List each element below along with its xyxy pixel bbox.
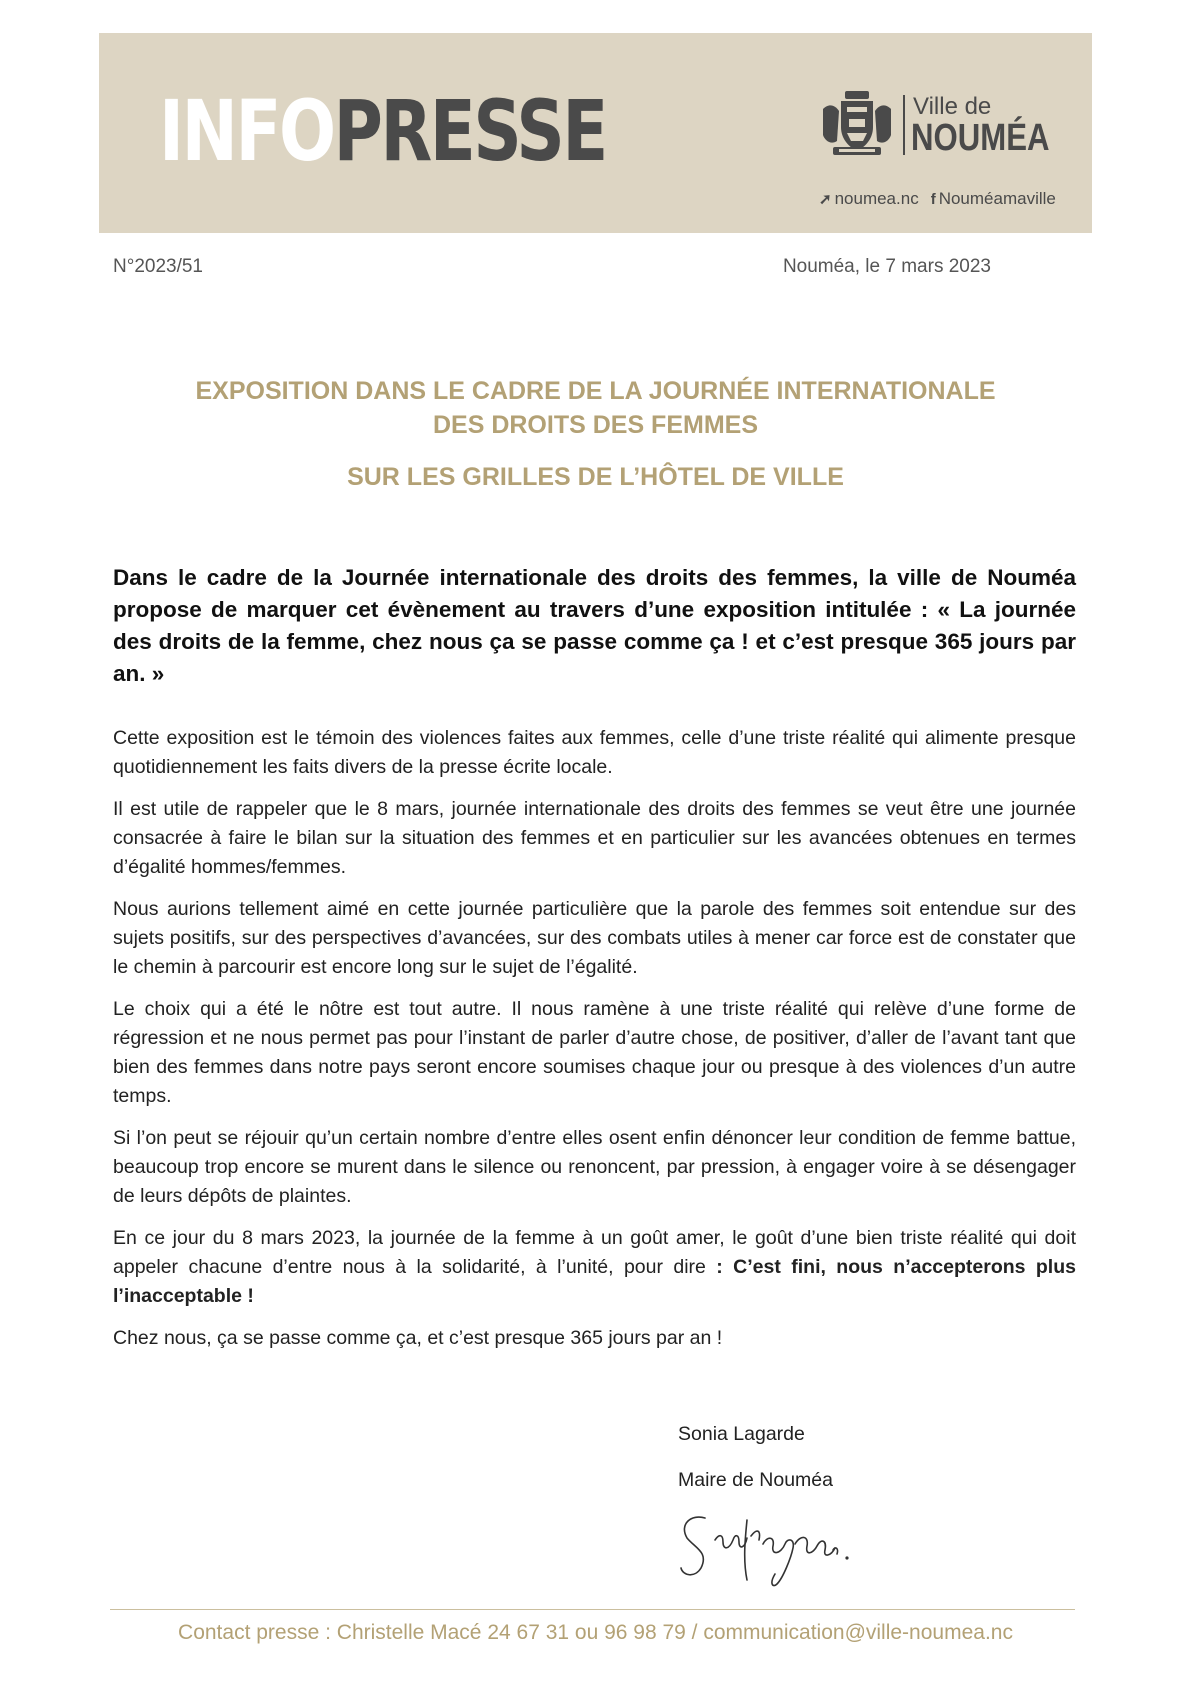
- city-crest-icon: [819, 89, 895, 161]
- paragraph: Si l’on peut se réjouir qu’un certain nombre d’entre elles osent enfin dénoncer leur condition de femme battue, beaucoup trop encore se murent dans le silence ou renoncent, par pression, à engager voire à se désengager de leurs dépôts de plaintes.: [113, 1127, 1076, 1207]
- footer-divider: [110, 1609, 1075, 1610]
- paragraph-conclusion-text: En ce jour du 8 mars 2023, la journée de la femme à un goût amer, le goût d’une bien triste réalité qui doit appeler chacune d’entre nous à la solidarité, à l’unité, pour dire: [113, 1227, 1076, 1278]
- paragraph: Nous aurions tellement aimé en cette journée particulière que la parole des femmes soit entendue sur des sujets positifs, sur des perspectives d’avancées, sur des combats utiles à mener car force est de constater que le chemin à parcourir est encore long sur le sujet de l’égalité.: [113, 898, 1076, 978]
- press-release-number: N°2023/51: [113, 256, 203, 277]
- website-link[interactable]: noumea.nc: [834, 189, 919, 208]
- logo-noumea: NOUMÉA: [911, 117, 1050, 159]
- paragraph: Il est utile de rappeler que le 8 mars, journée internationale des droits des femmes se veut être une journée consacrée à faire le bilan sur la situation des femmes et en particulier sur les avancées obtenues en termes d’égalité hommes/femmes.: [113, 798, 1076, 878]
- headline-line-2: DES DROITS DES FEMMES: [432, 411, 759, 439]
- ville-de-noumea-logo: [819, 89, 1069, 219]
- handwritten-signature: [675, 1500, 855, 1600]
- paragraph-conclusion: [113, 1224, 1076, 1311]
- signatory-name: Sonia Lagarde: [678, 1423, 805, 1445]
- intro-paragraph: Dans le cadre de la Journée internationale des droits des femmes, la ville de Nouméa propose de marquer cet évènement au travers d’une exposition intitulée : « La journée des droits de la femme, chez nous ça se passe comme ça ! et c’est presque 365 jours par an. »: [113, 565, 1076, 686]
- arrow-icon: ➚: [819, 191, 832, 208]
- title-presse: PRESSE: [333, 82, 606, 180]
- paragraph: Cette exposition est le témoin des violences faites aux femmes, celle d’une triste réalité qui alimente presque quotidiennement les faits divers de la presse écrite locale.: [113, 727, 1076, 778]
- logo-links: [819, 189, 1056, 209]
- release-date: Nouméa, le 7 mars 2023: [782, 256, 991, 277]
- press-contact: Contact presse : Christelle Macé 24 67 31 ou 96 98 79 / communication@ville-noumea.nc: [178, 1621, 1013, 1644]
- info-presse-title: [159, 82, 606, 180]
- logo-ville-de: Ville de: [913, 93, 992, 120]
- headline-line-3: SUR LES GRILLES DE L’HÔTEL DE VILLE: [347, 463, 844, 491]
- title-info: INFO: [159, 82, 334, 180]
- facebook-icon: f: [930, 191, 936, 208]
- paragraph: Le choix qui a été le nôtre est tout autre. Il nous ramène à une triste réalité qui relève d’une forme de régression et ne nous permet pas pour l’instant de parler d’autre chose, de positiver, d’aller de l’avant tant que bien des femmes dans notre pays seront encore soumises chaque jour ou presque à des violences d’un autre temps.: [113, 998, 1076, 1107]
- logo-divider: [903, 95, 905, 155]
- headline-main: [99, 374, 1092, 442]
- signatory-title: Maire de Nouméa: [678, 1469, 833, 1491]
- headline-line-1: EXPOSITION DANS LE CADRE DE LA JOURNÉE INTERNATIONALE: [195, 377, 996, 405]
- closing-line: Chez nous, ça se passe comme ça, et c’est presque 365 jours par an !: [113, 1327, 723, 1349]
- header-banner: [99, 33, 1092, 233]
- body-text: [113, 724, 1076, 1366]
- paragraph-conclusion-bold: : C’est fini, nous n’accepterons plus l’inacceptable !: [113, 1256, 1076, 1307]
- facebook-link[interactable]: Nouméamaville: [938, 189, 1056, 208]
